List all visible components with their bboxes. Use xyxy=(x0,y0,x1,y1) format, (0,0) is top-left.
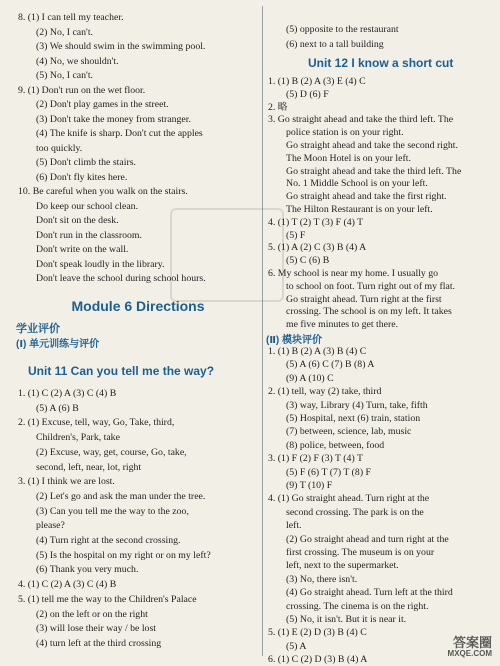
answer-line: 4. (1) C (2) A (3) C (4) B xyxy=(18,579,117,591)
answer-line: 3. Go straight ahead and take the third left. The xyxy=(268,114,454,126)
answer-line: second crossing. The park is on the xyxy=(286,506,424,518)
answer-line: first crossing. The museum is on your xyxy=(286,547,435,558)
answer-line: (3) will lose their way / be lost xyxy=(36,623,156,635)
answer-line: second, left, near, lot, right xyxy=(36,461,142,473)
answer-line: (3) Don't take the money from stranger. xyxy=(36,113,191,125)
answer-line: (2) Don't play games in the street. xyxy=(36,99,169,110)
answer-line: 5. (1) A (2) C (3) B (4) A xyxy=(268,242,367,254)
answer-line: Don't run in the classroom. xyxy=(36,229,142,241)
subsection-heading: (Ⅰ) 单元训练与评价 xyxy=(16,339,100,350)
answer-line: (5) No, I can't. xyxy=(36,70,93,81)
answer-line: (5) A (6) B xyxy=(36,402,79,414)
answer-line: me five minutes to get there. xyxy=(286,319,399,331)
answer-line: (5) Hospital, next (6) train, station xyxy=(286,413,421,424)
answer-line: (4) No, we shouldn't. xyxy=(36,55,119,67)
answer-line: (3) We should swim in the swimming pool. xyxy=(36,41,206,52)
answer-line: (5) Don't climb the stairs. xyxy=(36,157,136,168)
answer-line: 5. (1) tell me the way to the Children's Palace xyxy=(18,593,197,605)
answer-line: police station is on your right. xyxy=(286,127,404,139)
answer-line: 4. (1) T (2) T (3) F (4) T xyxy=(268,216,364,228)
answer-line: 3. (1) I think we are lost. xyxy=(18,476,115,488)
answer-line: Don't leave the school during school hours. xyxy=(36,273,206,284)
answer-line: (5) F xyxy=(286,229,306,241)
answer-line: (3) Can you tell me the way to the zoo, xyxy=(36,505,189,517)
answer-line: The Moon Hotel is on your left. xyxy=(286,152,411,164)
answer-line: Go straight ahead and take the first right. xyxy=(286,191,447,203)
answer-line: 8. (1) I can tell my teacher. xyxy=(18,12,124,23)
answer-line: to school on foot. Turn right out of my flat. xyxy=(286,280,455,292)
answer-line: (5) A xyxy=(286,640,307,652)
answer-line: crossing. The cinema is on the right. xyxy=(286,600,429,612)
answer-line: 6. My school is near my home. I usually go xyxy=(268,268,439,279)
answer-line: (6) next to a tall building xyxy=(286,38,384,50)
answer-line: (5) Is the hospital on my right or on my left? xyxy=(36,549,211,561)
answer-line: 1. (1) B (2) A (3) B (4) C xyxy=(268,346,367,357)
answer-line: 2. 略 xyxy=(268,101,288,113)
answer-line: left, next to the supermarket. xyxy=(286,560,399,572)
answer-line: Don't speak loudly in the library. xyxy=(36,258,165,270)
answer-line: (3) way, Library (4) Turn, take, fifth xyxy=(286,399,428,411)
answer-line: Go straight ahead. Turn right at the first xyxy=(286,293,442,305)
answer-line: Go straight ahead and take the third left. The xyxy=(286,165,462,177)
answer-line: crossing. The school is on my left. It takes xyxy=(286,306,452,318)
logo-url: MXQE.COM xyxy=(447,649,492,658)
unit12-title: Unit 12 I know a short cut xyxy=(308,56,454,70)
answer-line: 2. (1) Excuse, tell, way, Go, Take, third, xyxy=(18,417,175,429)
answer-line: (9) T (10) F xyxy=(286,480,333,491)
answer-line: (5) opposite to the restaurant xyxy=(286,24,399,35)
answer-line: (5) C (6) B xyxy=(286,255,330,267)
answer-line: 9. (1) Don't run on the wet floor. xyxy=(18,84,146,96)
answer-line: (3) No, there isn't. xyxy=(286,573,358,585)
answer-line: (4) turn left at the third crossing xyxy=(36,637,162,649)
answer-line: 10. Be careful when you walk on the stairs. xyxy=(18,186,188,197)
answer-line: (9) A (10) C xyxy=(286,372,334,384)
answer-line: (2) No, I can't. xyxy=(36,26,93,38)
answer-line: (2) Go straight ahead and turn right at the xyxy=(286,533,449,545)
answer-line: (6) Don't fly kites here. xyxy=(36,171,128,183)
answer-line: (2) on the left or on the right xyxy=(36,608,148,620)
answer-line: 3. (1) F (2) F (3) T (4) T xyxy=(268,453,363,465)
answer-line: 5. (1) E (2) D (3) B (4) C xyxy=(268,627,367,639)
answer-line: Go straight ahead and take the second right. xyxy=(286,140,458,151)
answer-line: 2. (1) tell, way (2) take, third xyxy=(268,386,382,398)
module-title: Module 6 Directions xyxy=(71,298,205,314)
answer-line: 1. (1) B (2) A (3) E (4) C xyxy=(268,76,366,87)
answer-line: The Hilton Restaurant is on your left. xyxy=(286,204,433,215)
answer-line: (5) D (6) F xyxy=(286,88,329,100)
answer-line: (4) Turn right at the second crossing. xyxy=(36,535,181,546)
answer-line: Children's, Park, take xyxy=(36,432,120,444)
answer-line: Don't sit on the desk. xyxy=(36,215,119,226)
answer-line: Do keep our school clean. xyxy=(36,200,139,212)
answer-line: No. 1 Middle School is on your left. xyxy=(286,178,428,190)
section-heading: 学业评价 xyxy=(16,323,60,335)
site-logo xyxy=(448,637,492,659)
answer-line: left. xyxy=(286,520,302,532)
answer-line: (6) Thank you very much. xyxy=(36,564,139,576)
logo-text: 答案圈 xyxy=(452,635,492,650)
unit11-title: Unit 11 Can you tell me the way? xyxy=(28,364,215,378)
answer-line: (5) F (6) T (7) T (8) F xyxy=(286,466,371,478)
answer-line: (2) Let's go and ask the man under the tree. xyxy=(36,490,206,502)
answer-line: please? xyxy=(36,520,65,532)
answer-line: too quickly. xyxy=(36,142,83,154)
answer-line: (5) No, it isn't. But it is near it. xyxy=(286,614,407,625)
answer-line: 6. (1) C (2) D (3) B (4) A xyxy=(268,654,368,666)
subsection-heading-2: (Ⅱ) 模块评价 xyxy=(266,335,323,346)
answer-line: (4) The knife is sharp. Don't cut the apples xyxy=(36,128,203,139)
answer-line: Don't write on the wall. xyxy=(36,244,129,255)
answer-line: (7) between, science, lab, music xyxy=(286,426,412,438)
answer-line: (4) Go straight ahead. Turn left at the third xyxy=(286,587,453,599)
answer-line: 1. (1) C (2) A (3) C (4) B xyxy=(18,388,117,399)
answer-line: (2) Excuse, way, get, course, Go, take, xyxy=(36,446,187,458)
answer-line: 4. (1) Go straight ahead. Turn right at the xyxy=(268,493,430,505)
column-divider xyxy=(262,6,263,656)
answer-line: (8) police, between, food xyxy=(286,439,385,451)
answer-line: (5) A (6) C (7) B (8) A xyxy=(286,359,375,371)
watermark-stamp xyxy=(170,208,284,302)
